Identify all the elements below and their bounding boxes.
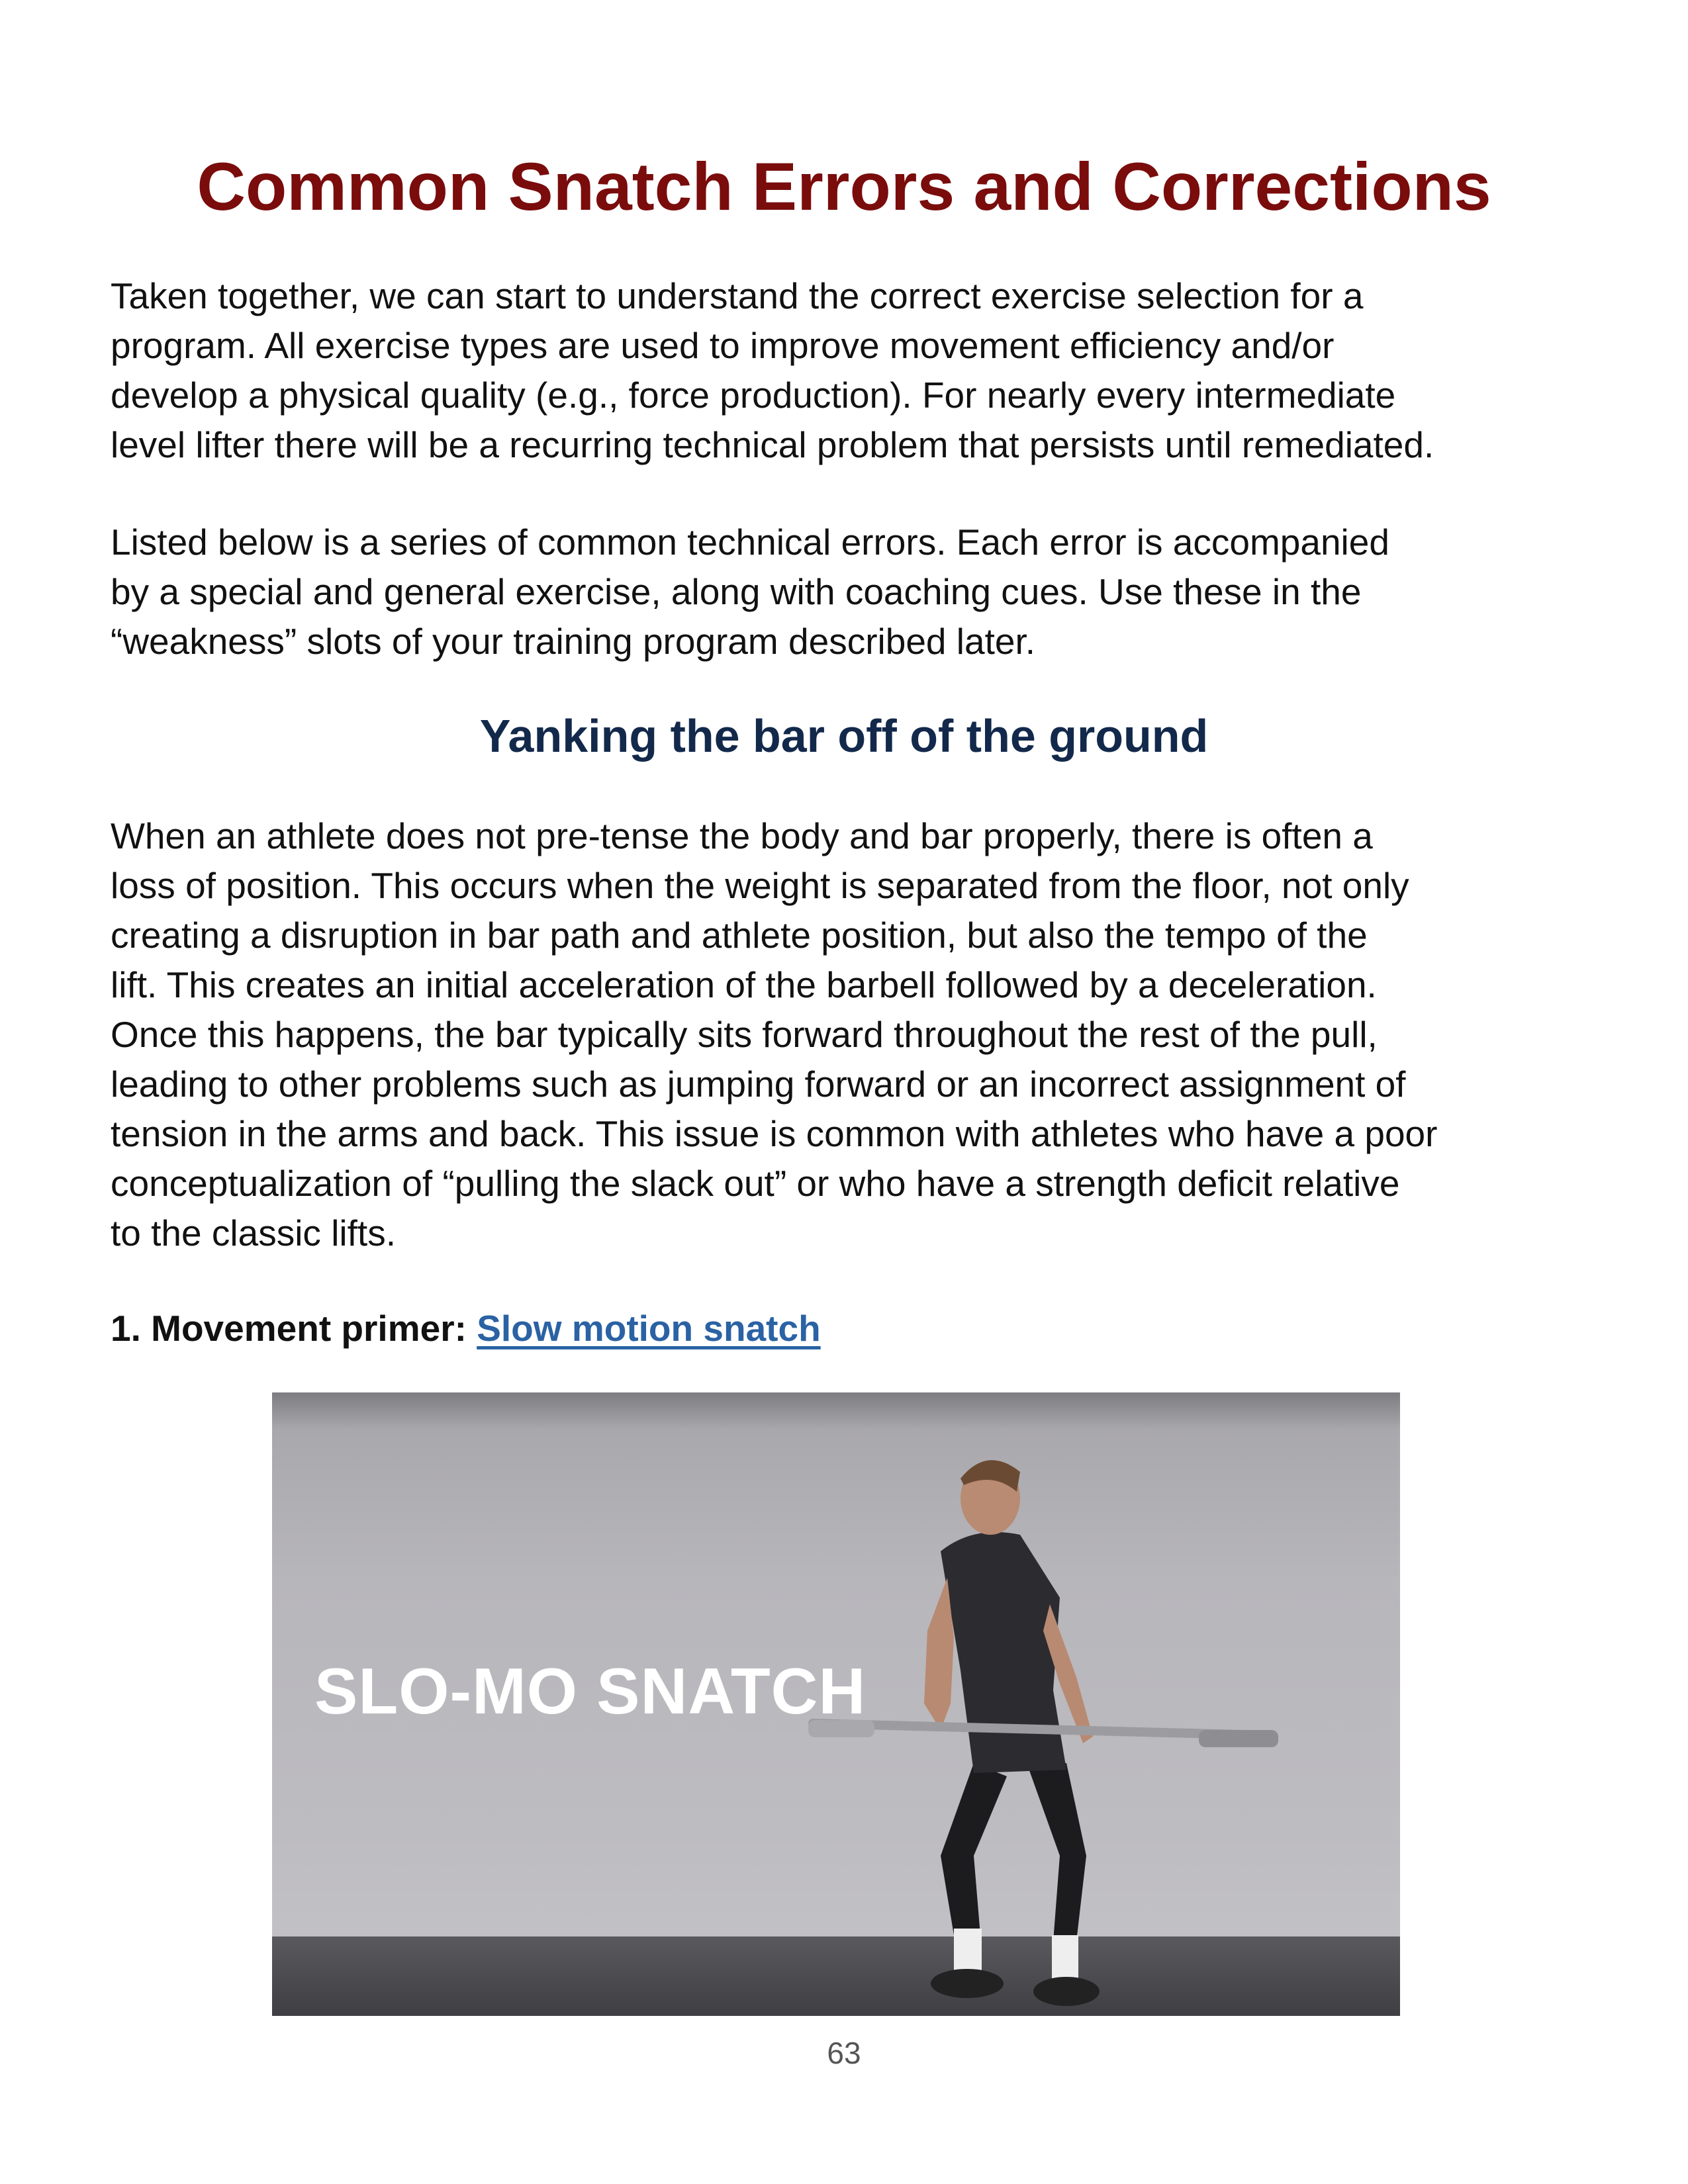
movement-primer [111,1304,821,1353]
text-line: by a special and general exercise, along with coaching cues. Use these in the [111,571,1362,612]
text-line: lift. This creates an initial acceleration of the barbell followed by a deceleration. [111,964,1377,1005]
text-line: When an athlete does not pre-tense the body and bar properly, there is often a [111,815,1373,856]
text-line: Once this happens, the bar typically sits forward throughout the rest of the pull, [111,1014,1378,1055]
slow-motion-snatch-link[interactable]: Slow motion snatch [477,1308,821,1349]
text-line: Listed below is a series of common technical errors. Each error is accompanied [111,522,1389,563]
text-line: develop a physical quality (e.g., force production). For nearly every intermediate [111,375,1396,416]
section-heading: Yanking the bar off of the ground [479,710,1209,762]
text-line: creating a disruption in bar path and athlete position, but also the tempo of the [111,915,1368,956]
text-line: program. All exercise types are used to improve movement efficiency and/or [111,325,1335,366]
page-number: 63 [827,2036,861,2070]
text-line: level lifter there will be a recurring technical problem that persists until remediated. [111,424,1434,465]
video-thumbnail[interactable] [272,1392,1400,2016]
text-line: leading to other problems such as jumping forward or an incorrect assignment of [111,1064,1406,1105]
text-line: Taken together, we can start to understand the correct exercise selection for a [111,275,1364,316]
video-overlay-title: SLO-MO SNATCH [314,1655,867,1727]
text-line: conceptualization of “pulling the slack out” or who have a strength deficit relative [111,1163,1400,1204]
text-line: “weakness” slots of your training program described later. [111,621,1036,662]
primer-label: 1. Movement primer: [111,1308,467,1349]
section-body [111,811,1600,1258]
page-title: Common Snatch Errors and Corrections [197,149,1491,224]
intro-paragraph-2 [111,518,1600,666]
text-line: to the classic lifts. [111,1212,396,1253]
text-line: tension in the arms and back. This issue is common with athletes who have a poor [111,1113,1438,1154]
intro-paragraph-1 [111,271,1600,470]
text-line: loss of position. This occurs when the weight is separated from the floor, not only [111,865,1409,906]
